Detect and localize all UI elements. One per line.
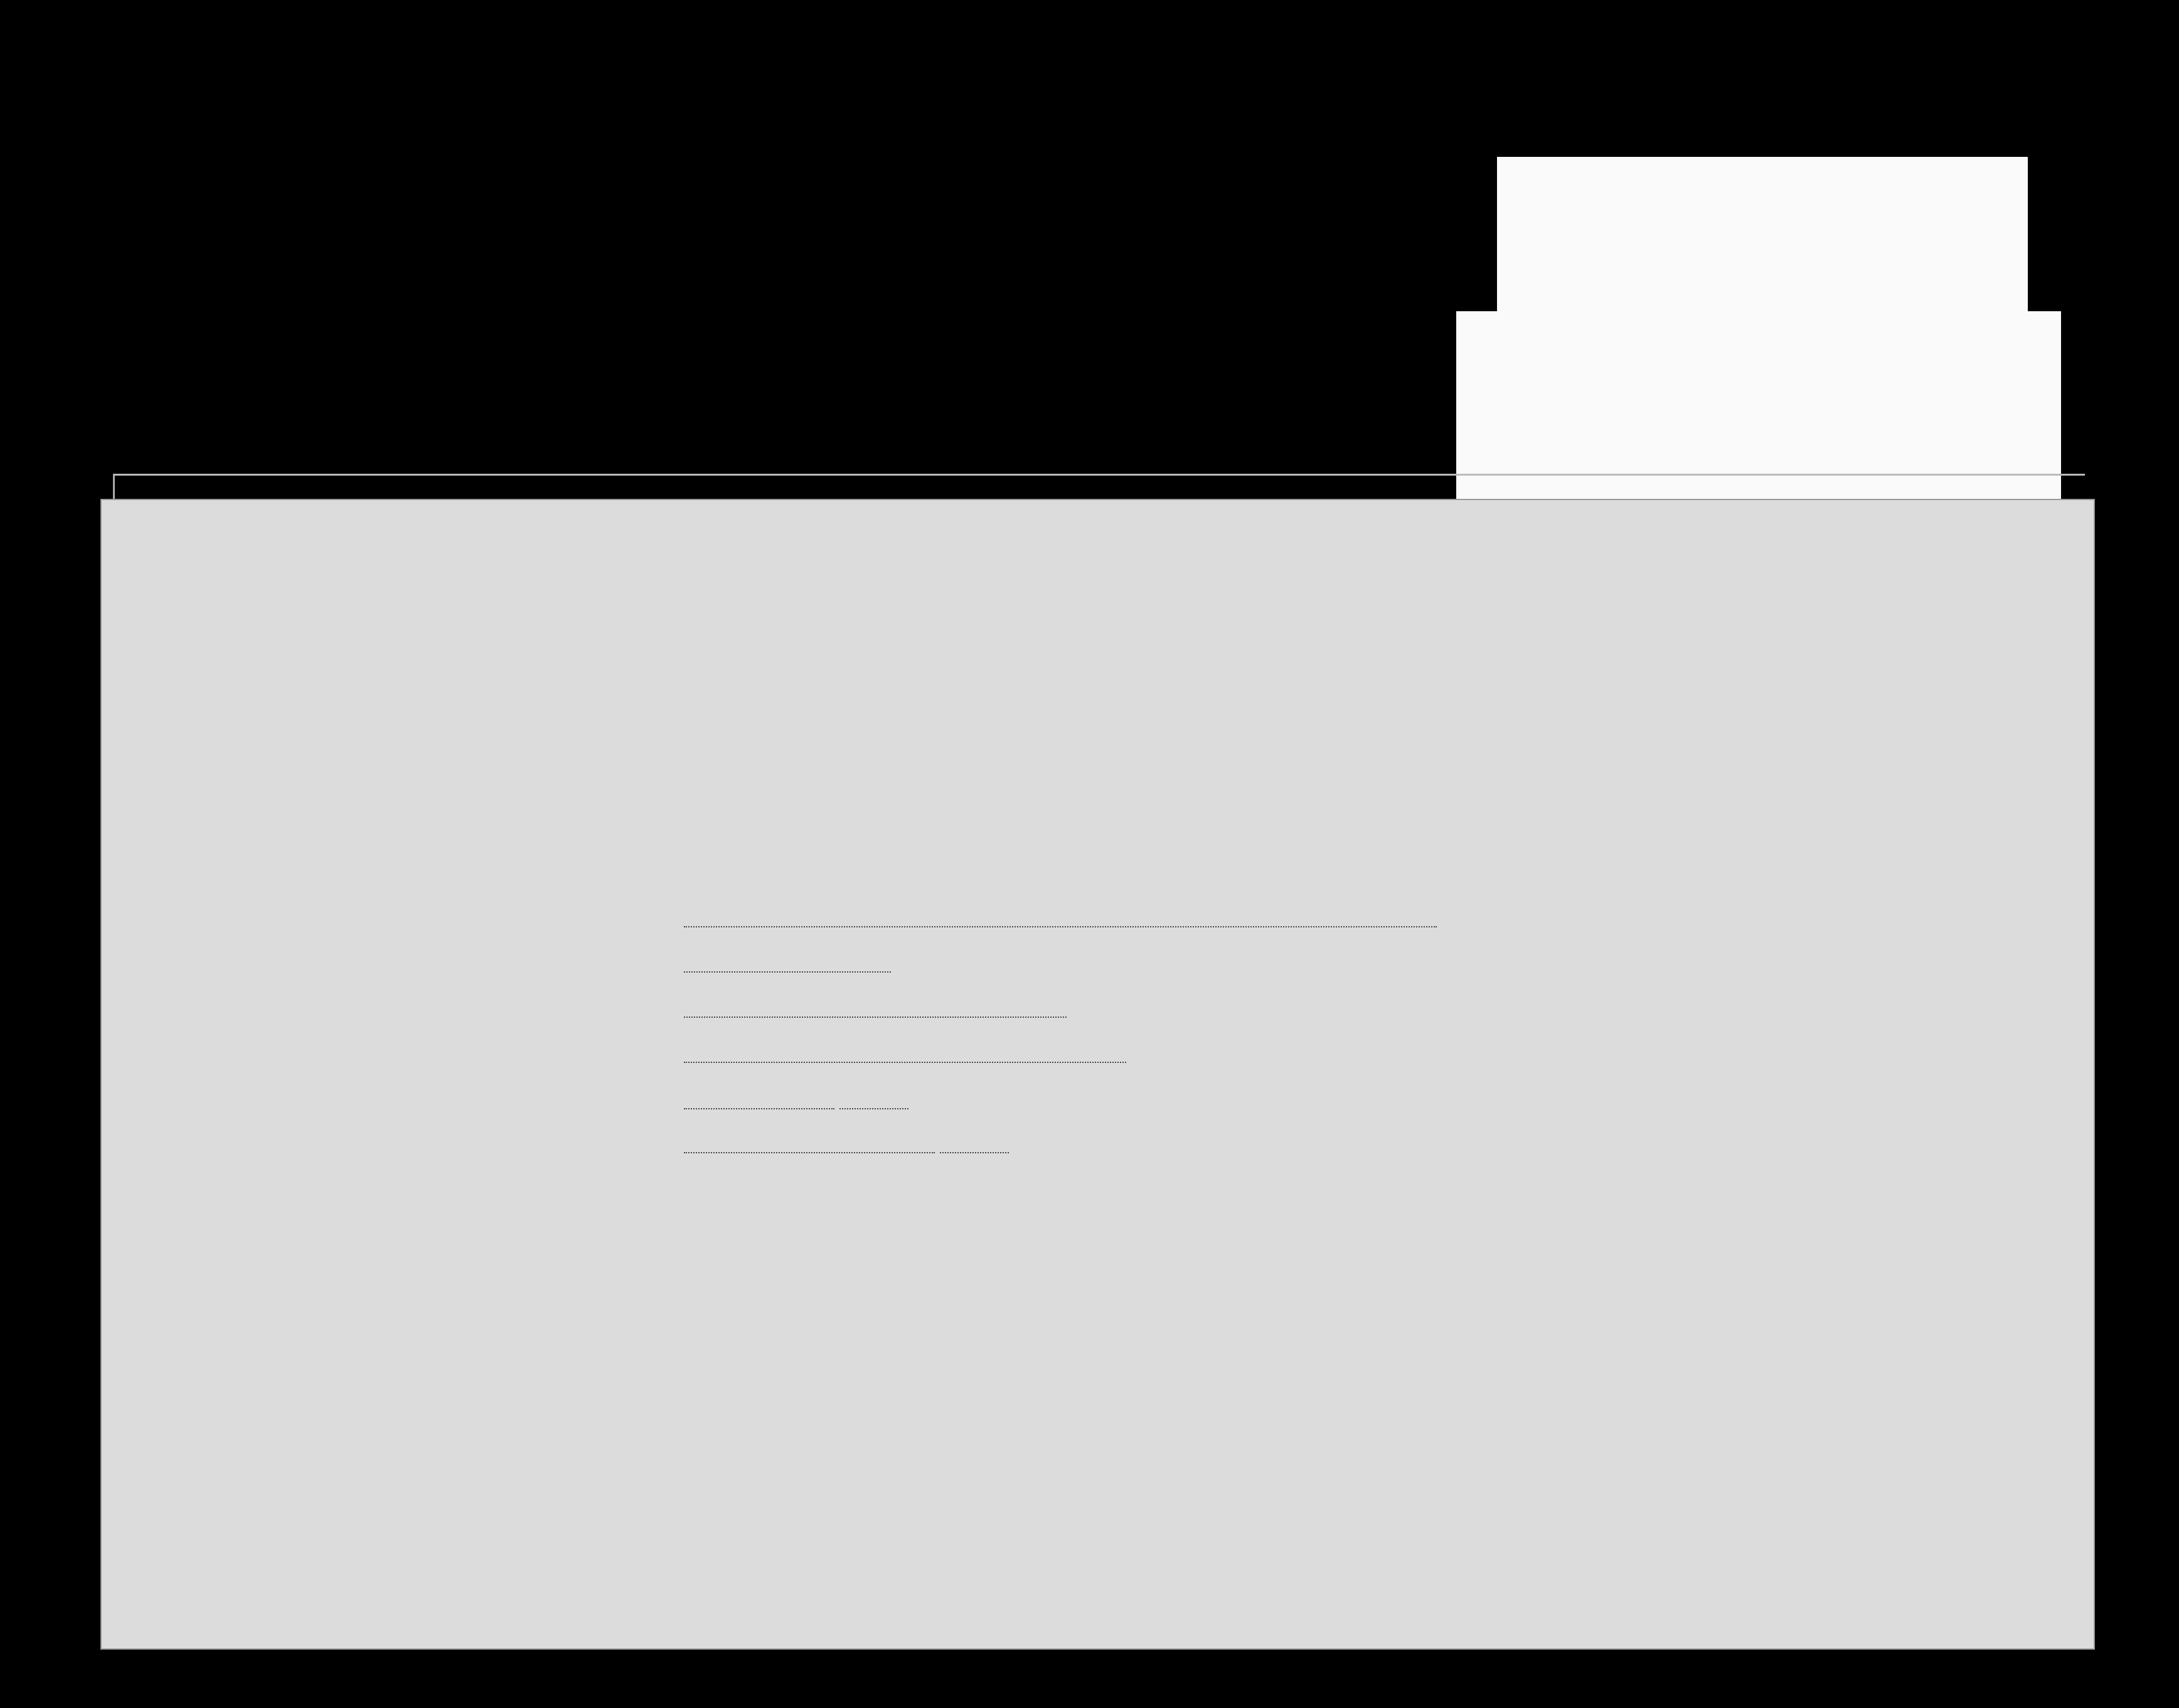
census-form: [104, 511, 2083, 1641]
pencil-writing-label: [1456, 311, 2061, 499]
bleed-through-label: [1497, 157, 2028, 314]
question-3: [684, 1003, 1067, 1022]
question-4: [684, 1049, 1126, 1067]
question-2: [684, 958, 891, 977]
question-1b: [684, 913, 1437, 932]
question-6: [684, 1139, 1009, 1158]
question-5: [684, 1095, 908, 1114]
